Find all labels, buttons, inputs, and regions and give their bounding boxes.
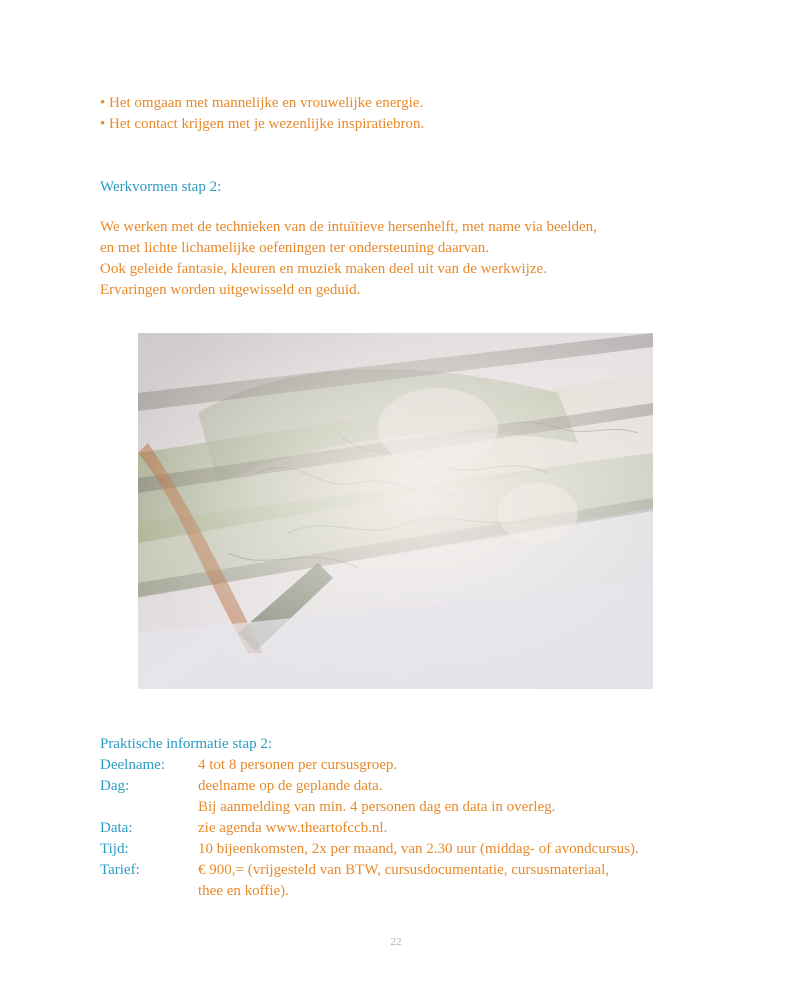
bullet-item: • Het omgaan met mannelijke en vrouwelijke energie. (100, 95, 424, 111)
info-label: Tarief: (100, 862, 140, 878)
info-row (100, 797, 639, 818)
paragraph-line: Ook geleide fantasie, kleuren en muziek maken deel uit van de werkwijze. (100, 261, 547, 277)
info-row (100, 839, 639, 860)
info-value: 4 tot 8 personen per cursusgroep. (198, 757, 398, 773)
bullet-item: • Het contact krijgen met je wezenlijke inspiratiebron. (100, 116, 425, 132)
werkvormen-heading: Werkvormen stap 2: (100, 179, 222, 195)
info-value: € 900,= (vrijgesteld van BTW, cursusdocumentatie, cursusmateriaal, (198, 862, 610, 878)
info-row (100, 755, 639, 776)
info-table (100, 755, 639, 902)
info-value: deelname op de geplande data. (198, 778, 383, 794)
bullet-list (100, 93, 424, 135)
info-row (100, 818, 639, 839)
info-label (100, 881, 198, 902)
info-label (100, 797, 198, 818)
info-row (100, 776, 639, 797)
info-label: Deelname: (100, 757, 165, 773)
info-row (100, 881, 639, 902)
info-value: 10 bijeenkomsten, 2x per maand, van 2.30 uur (middag- of avondcursus). (198, 841, 639, 857)
paragraph-line: en met lichte lichamelijke oefeningen ter ondersteuning daarvan. (100, 240, 490, 256)
info-value: Bij aanmelding van min. 4 personen dag en data in overleg. (198, 799, 556, 815)
info-heading: Praktische informatie stap 2: (100, 736, 273, 752)
werkvormen-paragraph (100, 217, 597, 301)
paragraph-line: We werken met de technieken van de intuïtieve hersenhelft, met name via beelden, (100, 219, 597, 235)
info-value: zie agenda www.theartofccb.nl. (198, 820, 388, 836)
info-label: Tijd: (100, 841, 129, 857)
page-number: 22 (390, 936, 402, 948)
paragraph-line: Ervaringen worden uitgewisseld en geduid. (100, 282, 361, 298)
info-label: Dag: (100, 778, 130, 794)
info-label: Data: (100, 820, 133, 836)
info-value: thee en koffie). (198, 883, 289, 899)
stained-glass-photo (138, 333, 653, 689)
info-row (100, 860, 639, 881)
